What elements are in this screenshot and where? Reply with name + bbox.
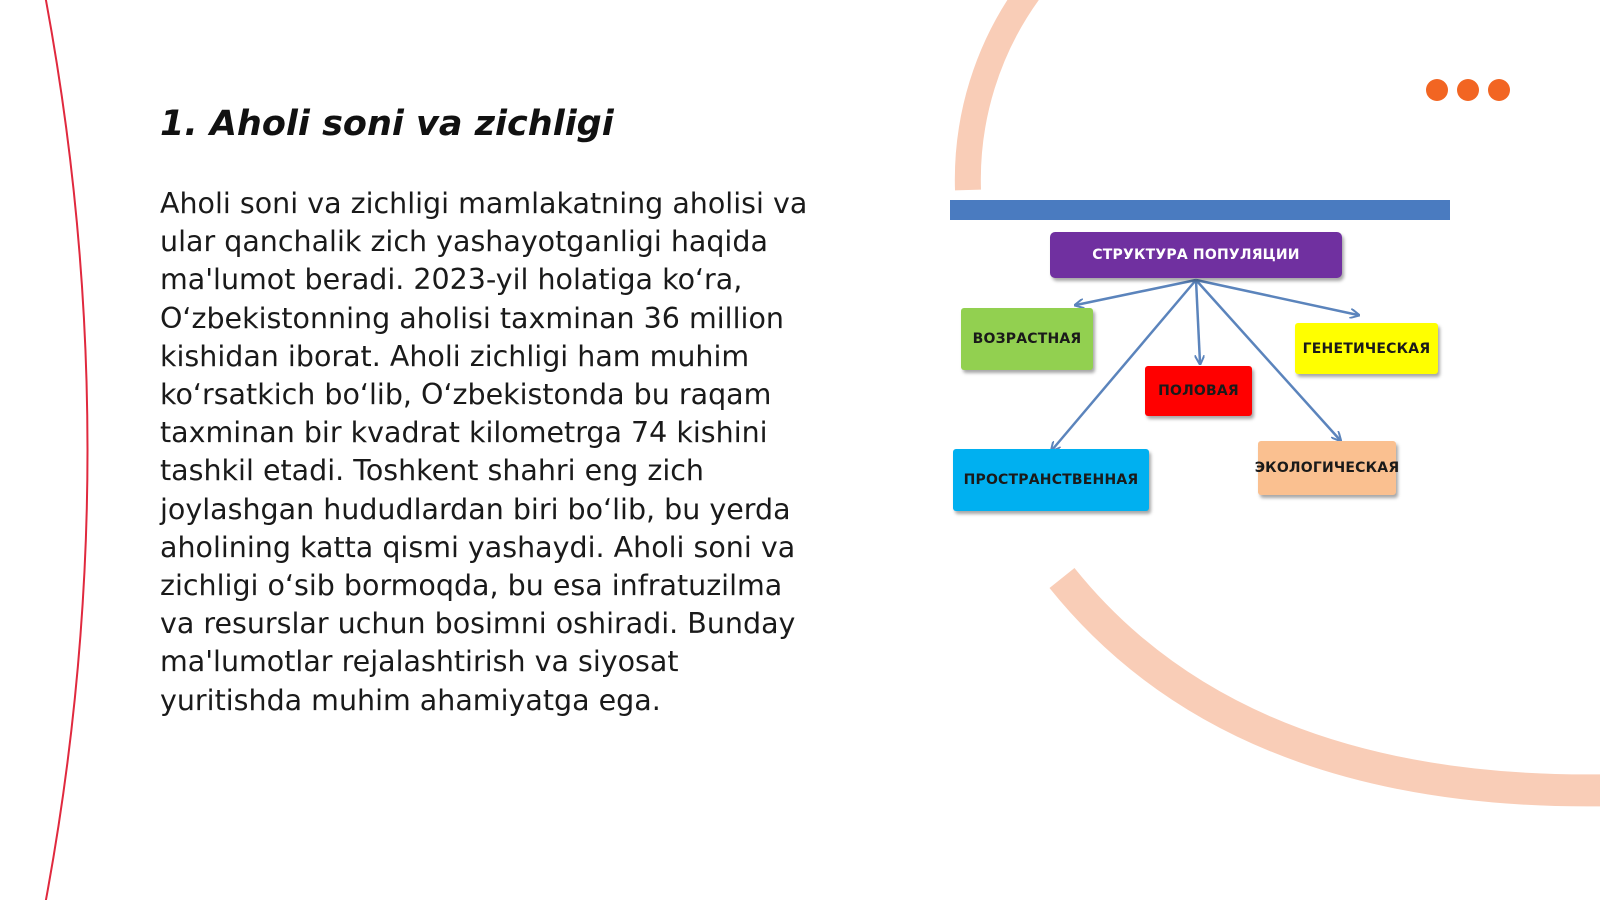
- diagram-node-label: ПРОСТРАНСТВЕННАЯ: [963, 472, 1139, 488]
- body-line: yuritishda muhim ahamiyatga ega.: [160, 683, 661, 717]
- diagram-header-bar: [950, 200, 1450, 220]
- body-line: aholining katta qismi yashaydi. Aholi soni va: [160, 530, 796, 564]
- body-line: va resurslar uchun bosimni oshiradi. Bunday: [160, 607, 796, 641]
- diagram-node-geneticheskaya: [1295, 323, 1438, 374]
- arrow-to-geneticheskaya: [1196, 280, 1358, 315]
- body-line: taxminan bir kvadrat kilometrga 74 kishini: [160, 416, 768, 450]
- body-line: koʻrsatkich boʻlib, Oʻzbekistonda bu raqam: [160, 378, 772, 412]
- slide-title: 1. Aholi soni va zichligi: [160, 104, 614, 144]
- decorative-left-curve: [45, 0, 88, 900]
- body-line: ma'lumot beradi. 2023-yil holatiga koʻra,: [160, 263, 743, 297]
- decorative-dot: [1457, 79, 1479, 101]
- diagram-node-root: [1050, 232, 1342, 278]
- slide-body-text: [160, 185, 850, 720]
- body-line: zichligi oʻsib bormoqda, bu esa infratuzilma: [160, 569, 783, 603]
- body-line: ular qanchalik zich yashayotganligi haqida: [160, 225, 768, 259]
- body-line: Aholi soni va zichligi mamlakatning aholisi va: [160, 187, 808, 220]
- body-line: joylashgan hududlardan biri boʻlib, bu yerda: [160, 492, 791, 526]
- population-structure-diagram: [940, 190, 1460, 520]
- decorative-arc-bottom: [1062, 578, 1600, 790]
- arrow-to-polovaya: [1196, 280, 1200, 363]
- diagram-node-label: ГЕНЕТИЧЕСКАЯ: [1302, 340, 1431, 357]
- diagram-node-polovaya: [1145, 366, 1252, 416]
- decorative-dot: [1426, 79, 1448, 101]
- diagram-node-label: ВОЗРАСТНАЯ: [972, 331, 1082, 347]
- diagram-node-label: СТРУКТУРА ПОПУЛЯЦИИ: [1092, 247, 1300, 263]
- body-line: ma'lumotlar rejalashtirish va siyosat: [160, 645, 679, 679]
- decorative-dot: [1488, 79, 1510, 101]
- decorative-arc-top: [968, 0, 1030, 190]
- body-line: tashkil etadi. Toshkent shahri eng zich: [160, 454, 704, 488]
- diagram-node-vozrastnaya: [961, 308, 1093, 370]
- diagram-node-ekologicheskaya: [1254, 441, 1400, 495]
- diagram-node-prostranstvennaya: [953, 449, 1149, 511]
- body-line: Oʻzbekistonning aholisi taxminan 36 million: [160, 301, 784, 335]
- decorative-dots: [1426, 79, 1510, 101]
- diagram-node-label: ПОЛОВАЯ: [1158, 383, 1239, 399]
- body-line: kishidan iborat. Aholi zichligi ham muhim: [160, 339, 750, 373]
- diagram-node-label: ЭКОЛОГИЧЕСКАЯ: [1254, 460, 1400, 476]
